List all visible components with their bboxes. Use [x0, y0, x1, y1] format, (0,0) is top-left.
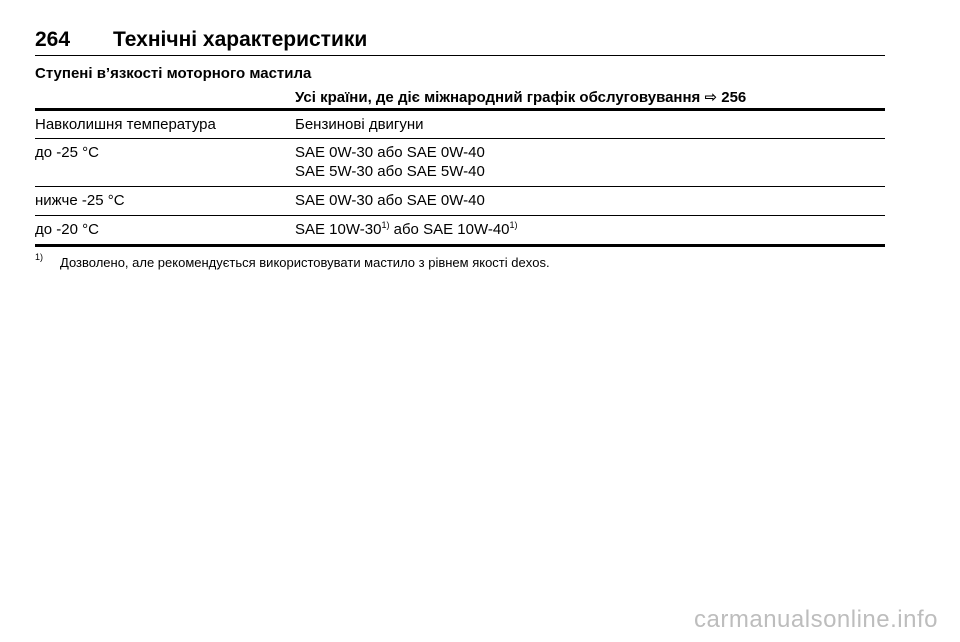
table-row: [35, 216, 885, 247]
oil-grade-cell: SAE 0W-30 або SAE 0W-40: [295, 192, 485, 209]
page-number: 264: [35, 28, 71, 51]
oil-grade-a: SAE 10W-30: [295, 221, 382, 238]
chapter-title: Технічні характеристики: [113, 28, 368, 51]
temperature-cell: нижче -25 °C: [35, 192, 125, 209]
footnote-ref[interactable]: 1): [509, 220, 518, 230]
region-ref-page[interactable]: 256: [721, 89, 747, 106]
arrow-right-outline-icon: ⇨: [704, 89, 718, 106]
temperature-cell: до -20 °C: [35, 221, 99, 238]
table-row: [35, 139, 885, 187]
column-header-petrol-engines: Бензинові двигуни: [295, 116, 424, 133]
footnote-ref[interactable]: 1): [381, 220, 390, 230]
table-header-row: [35, 111, 885, 139]
section-title: Ступені в’язкості моторного мастила: [35, 65, 312, 82]
oil-grade-join: або: [389, 221, 424, 238]
region-header-text: Усі країни, де діє міжнародний графік обслуговування: [295, 89, 701, 106]
footnote: [35, 252, 885, 270]
page-header: [35, 28, 885, 56]
footnote-text: Дозволено, але рекомендується використовувати мастило з рівнем якості dexos.: [60, 255, 550, 270]
region-header: [35, 88, 885, 111]
oil-grade-b: SAE 10W-40: [423, 221, 510, 238]
footnote-mark: 1): [35, 252, 44, 262]
watermark: carmanualsonline.info: [694, 606, 938, 633]
column-header-temperature: Навколишня температура: [35, 116, 216, 133]
oil-grade-cell: SAE 0W-30 або SAE 0W-40: [295, 144, 485, 161]
oil-grade-cell: [295, 220, 885, 239]
table-row: [35, 187, 885, 216]
oil-grade-cell: SAE 5W-30 або SAE 5W-40: [295, 163, 485, 180]
temperature-cell: до -25 °C: [35, 144, 99, 161]
viscosity-table: [35, 88, 885, 247]
